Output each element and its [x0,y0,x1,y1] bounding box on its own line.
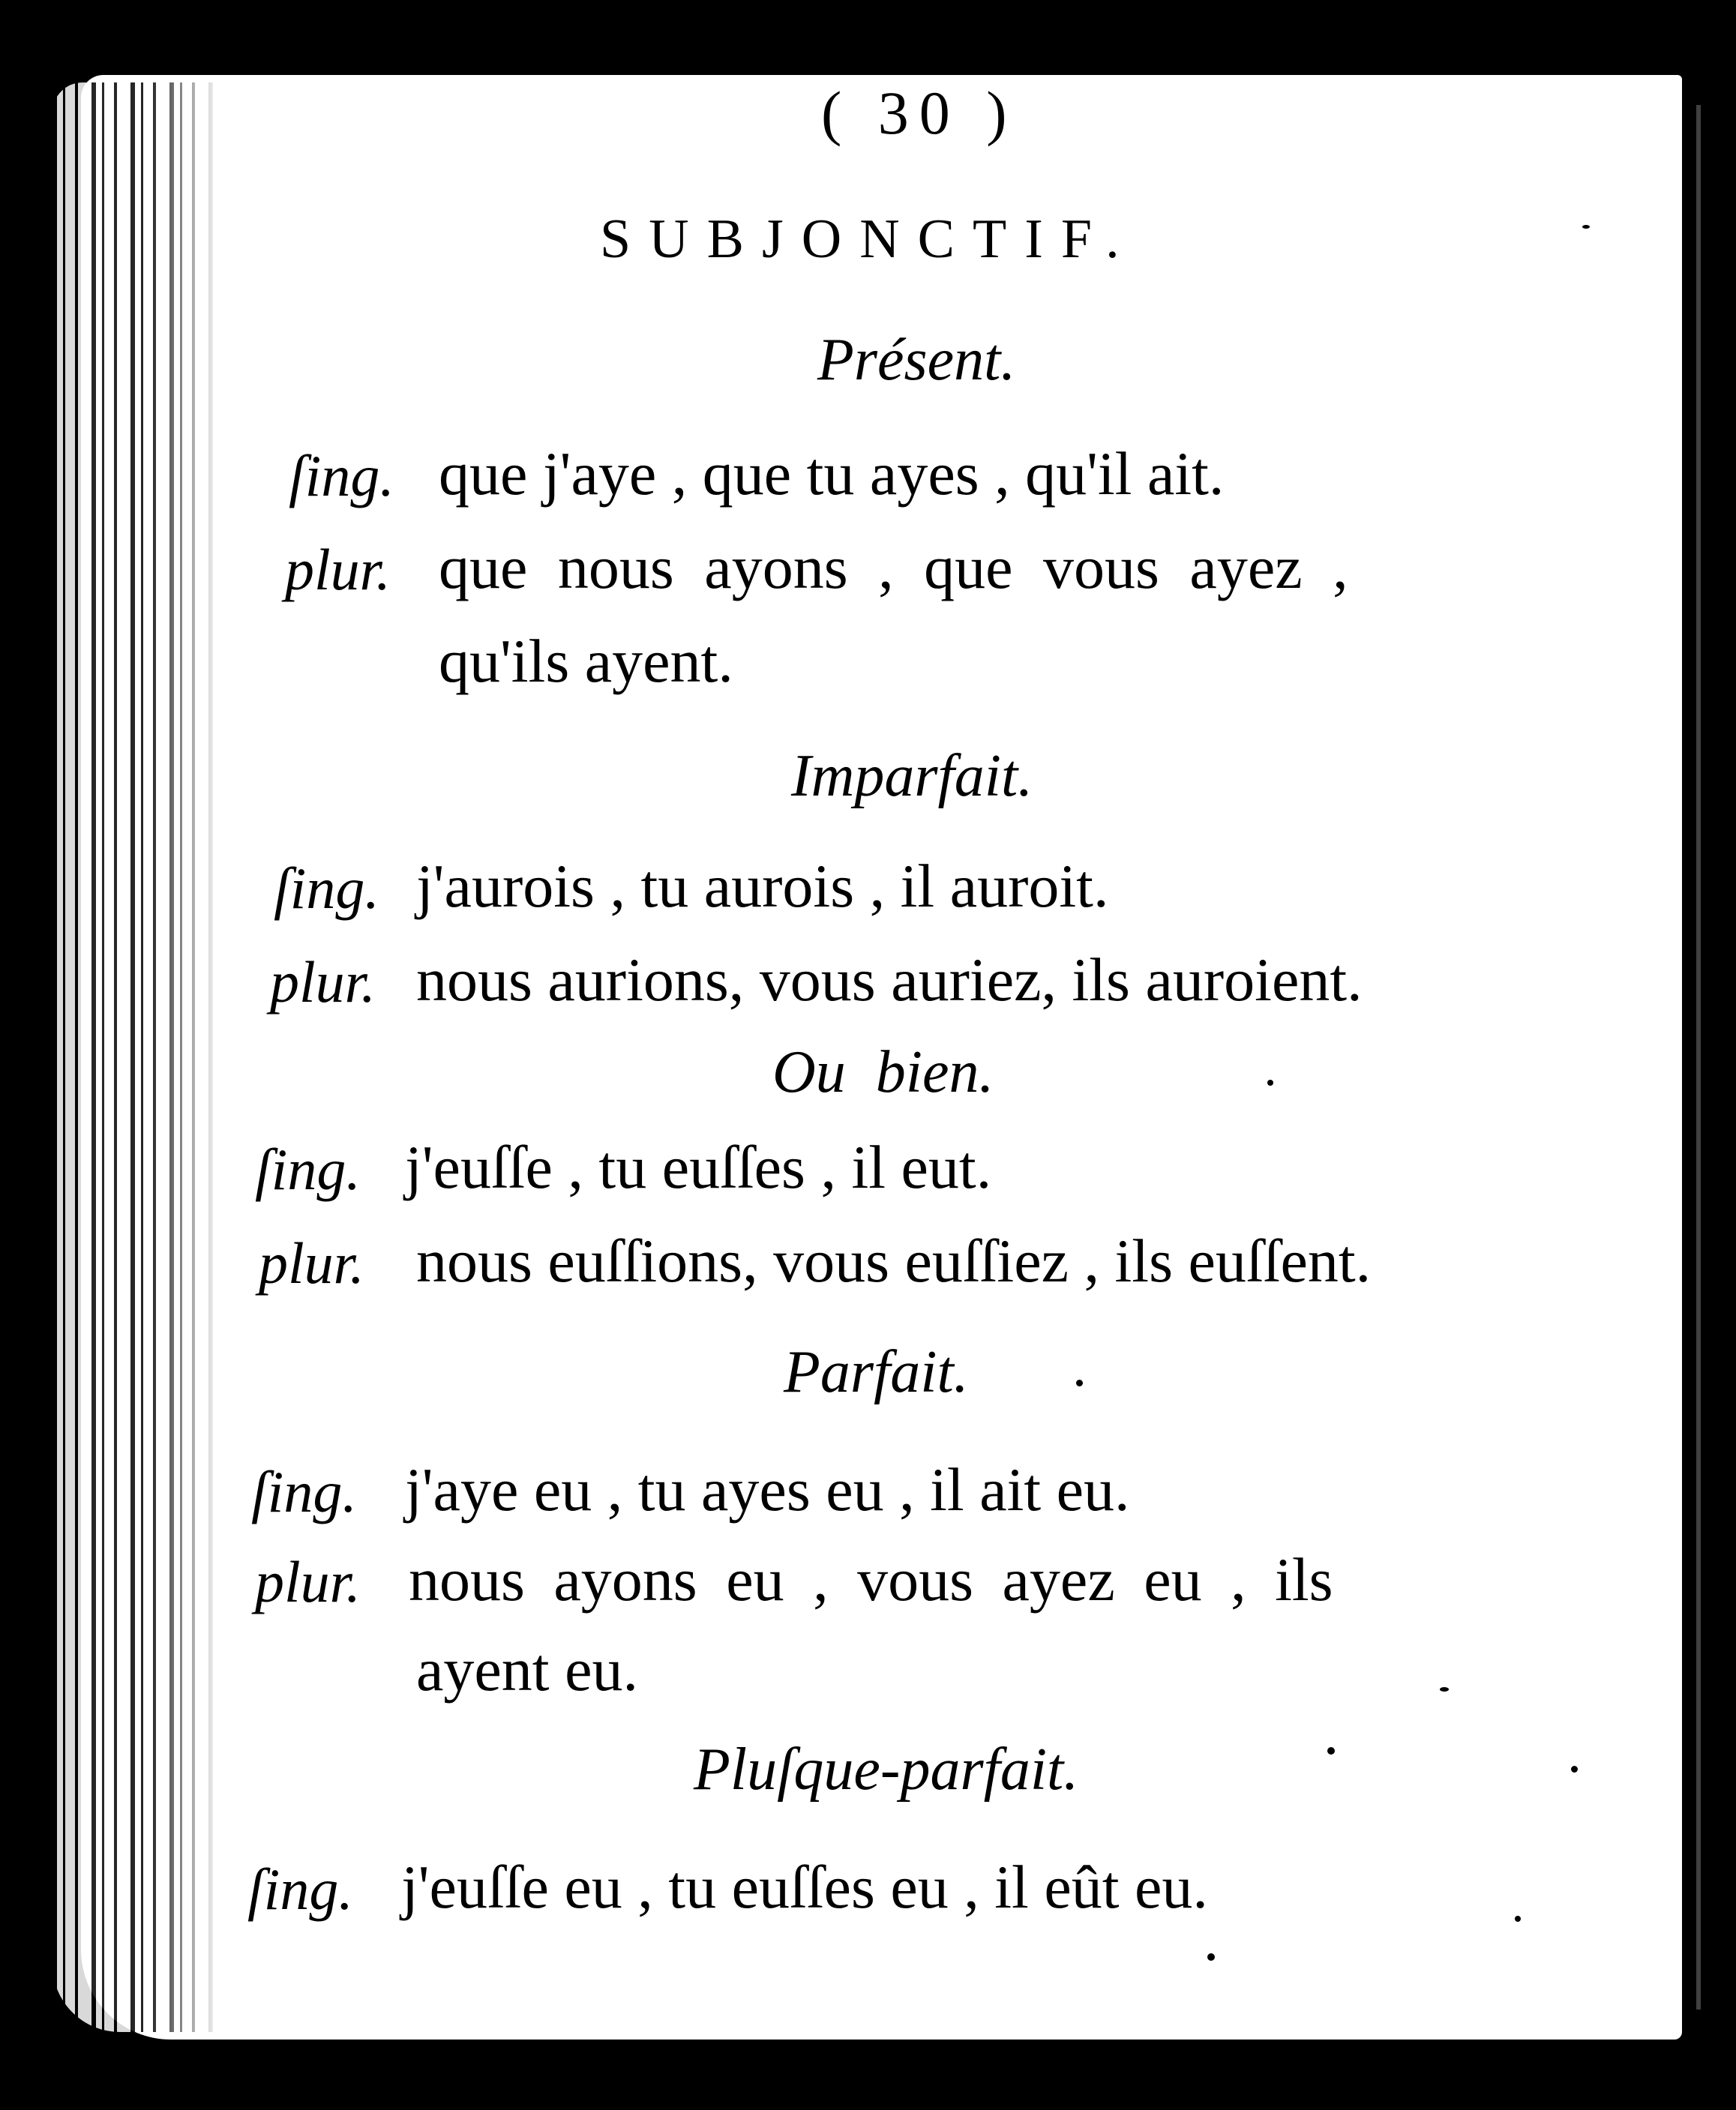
section-heading-ou-bien: Ou bien. [772,1039,994,1105]
scan-speck [1327,1747,1335,1755]
conjugation-line-continued: ayent eu. [416,1635,638,1704]
section-heading-present: Présent. [817,327,1016,393]
section-heading-parfait: Parfait. [784,1339,969,1405]
conjugation-line: nous aurions, vous auriez, ils auroient. [416,946,1363,1014]
row-label-sing: ſing. [289,443,394,508]
scan-speck [1515,1916,1521,1922]
scan-speck [1440,1687,1449,1692]
row-label-plur: plur. [285,537,391,602]
conjugation-line-continued: qu'ils ayent. [439,627,733,695]
scan-speck [1582,225,1590,229]
page-number: ( 30 ) [821,79,1018,147]
conjugation-line: j'aye eu , tu ayes eu , il ait eu. [405,1455,1130,1524]
scan-speck [1076,1380,1083,1386]
scan-speck [1267,1080,1273,1086]
row-label-sing: ſing. [255,1137,361,1202]
conjugation-line: j'aurois , tu aurois , il auroit. [416,852,1109,920]
conjugation-line: nous euſſions, vous euſſiez , ils euſſent. [416,1227,1372,1295]
row-label-sing: ſing. [251,1459,357,1524]
conjugation-line: j'euſſe eu , tu euſſes eu , il eût eu. [401,1853,1208,1921]
next-page-edge [1682,90,1708,2040]
scan-speck [1207,1953,1215,1961]
row-label-plur: plur. [270,949,376,1015]
section-heading-plusque-parfait: Pluſque-parfait. [694,1737,1079,1803]
row-label-plur: plur. [255,1549,361,1614]
conjugation-line: que nous ayons , que vous ayez , [439,533,1348,601]
conjugation-line: nous ayons eu , vous ayez eu , ils [409,1545,1333,1614]
page-title: SUBJONCTIF. [600,208,1138,270]
row-label-plur: plur. [259,1230,364,1296]
gutter-fade [150,82,232,2032]
scan-speck [1571,1766,1578,1773]
conjugation-line: j'euſſe , tu euſſes , il eut. [405,1133,992,1201]
row-label-sing: ſing. [274,856,379,921]
section-heading-imparfait: Imparfait. [791,743,1033,809]
row-label-sing: ſing. [247,1857,353,1922]
next-page-edge-line [1696,105,1701,2010]
conjugation-line: que j'aye , que tu ayes , qu'il ait. [439,439,1225,508]
